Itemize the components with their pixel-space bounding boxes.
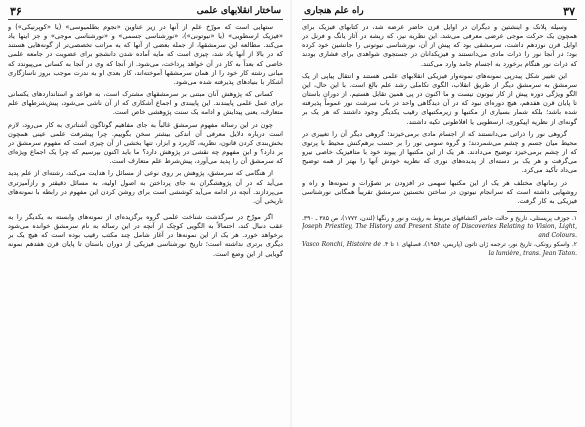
left-page	[8, 4, 283, 422]
right-page	[302, 4, 577, 422]
body-paragraph: اگر مورّخ در سرگذشت شناخت علمی گروه برگزیده‌ای از نمونه‌های وابسته به یکدیگر را به عقب دنبال کند، احتمالاً به الگویی کوچک از آنچه در این رساله به نام سرمشق خوانده می‌شود برخواهد خورد. هر یک از این نمونه‌ها در آغاز شامل چند مکتب رقیب بوده است که هیچ یک بر دیگری برتری نداشته است؛ تاریخ نورشناسی فیزیکی از دوران باستان تا پایان قرن هفدهم نمونه گویایی از این وضع است.	[8, 212, 283, 258]
body-paragraph: این تغییر شکل پیدرپی نمونه‌های نمونه‌وار فیزیکی انقلابهای علمی هستند و انتقال پیاپی از یک سرمشق به سرمشق دیگر از طریق انقلاب، الگوی تکاملی رشد علم بالغ است. با این حال، این الگو ویژگی دوره پیش از کار نیوتون نیست و ما اکنون در پی همین تقابل هستیم. از دوران باستان تا پایان قرن هفدهم، هیچ دوره‌ای نبود که در آن دیدگاهی واحد در باب سرشت نور عموماً پذیرفته شده باشد؛ بلکه شمار بسیاری از مکتبها و زیرمکتبهای رقیب یکدیگر وجود داشتند که هر یک بر گونه‌ای از نظریه اپیکوری، ارسطویی یا افلاطونی تکیه داشتند.	[302, 71, 577, 126]
body-paragraph: وسیله پلانک و اینشتین و دیگران در اوایل قرن حاضر عرضه شد، در کتابهای فیزیک برای همچون یک حرکت موجی عرضی معرفی می‌شد. این نظریه نیز، که ریشه در آثار یانگ و فرنل در اوایل قرن نوزدهم داشت، سرمشقی بود که پیش از آن، نورشناسی نیوتونی را جانشین خود کرده بود؛ در آنجا نور را ذرات مادی می‌دانستند و فیزیکدانان در جستجوی شواهدی برای فشاری بودند که ذرات نور هنگام برخورد به اجسام جامد وارد می‌کنند.	[302, 23, 577, 68]
running-head: راه علم هنجاری	[304, 6, 364, 16]
body-paragraph: در زمانهای مختلف هر یک از این مکتبها سهمی در افزودن بر تصوّرات و نمونه‌ها و راه و روشهایی داشته است که سرانجام نیوتون در ساختن نخستین سرمشق تقریباً همگانی نورشناسی فیزیکی به کار گرفت.	[302, 178, 577, 205]
body-paragraph: گروهی نور را ذراتی می‌دانستند که از اجسام مادی برمی‌خیزند؛ گروهی دیگر آن را تغییری در محیط میان جسم و چشم می‌شمردند؛ و گروه سومی نور را بر حسب برهم‌کنش محیط با پرتوی که از چشم برمی‌خیزد توضیح می‌دادند. هر یک از این مکتبها از پیوند خود با متافیزیک خاصی نیرو می‌گرفت و هر یک بر دسته‌ای از پدیده‌های نوری که نظریه خودش آنها را بهتر از همه توضیح می‌داد تأکید می‌کرد.	[302, 129, 577, 175]
right-page-header	[302, 4, 577, 18]
body-paragraph: چون در این رساله مفهوم سرمشق غالباً به جای مفاهیم گوناگون آشناتری به کار می‌رود، لازم است درباره دلایل معرفی آن اندکی بیشتر سخن بگوییم. چرا پیشرفت علمی عینی همچون بخش‌بندی کردن قانون، نظریه، کاربرد و ابزار، تنها بخشی از آن چیزی است که مفهوم سرمشق در بر دارد؟ و این مفهوم چه نقشی در پژوهش دارد؟ ما باید اکنون بپرسیم که چرا یک اجماع ویژه‌ای که سرمشق آن را پدید می‌آورد، پیش‌شرط علم متعارف است.	[8, 120, 283, 166]
footnote	[302, 241, 577, 258]
body-paragraph: ستهایی است که مورّخ علم از آنها در زیر عناوین «نجوم بطلمیوسی» (یا «کوپرنیکی») و «فیزیک ارسطویی» (یا «نیوتونی»)، «نورشناسی جسمی» و «نورشناسی موجی» و جز اینها یاد می‌کند. مطالعه این سرمشقها، از جمله بعضی از آنها که به مراتب تخصصی‌تر از گونه‌هایی هستند که در بالا از آنها یاد شد، چیزی است که مایه آماده شدن دانشجو برای عضویت در جامعه علمی خاصی که بعداً به کار در آن خواهد پرداخت، می‌شود. از آنجا که وی در آنجا به کسانی می‌پیوندد که مبانی رشته کار خود را از همان سرمشقها آموخته‌اند، کار بعدی او به ندرت موجب بروز ناسازگاری آشکار با بنیادهای پذیرفته شده می‌شود.	[8, 23, 283, 86]
footnote	[302, 215, 577, 240]
book-gutter	[290, 0, 292, 427]
page-number: ۳۷	[563, 4, 575, 18]
footnote-text: ۲. واسکو رونکی، تاریخ نور، ترجمه ژان تاتون (پاریس، ۱۹۵۶)، فصلهای ۱ تا ۴.	[383, 241, 577, 249]
left-page-header	[8, 4, 283, 18]
footnote-text: ۱. جوزف پریستلی، تاریخ و حالت حاضر اکتشافهای مربوط به رؤیت و نور و رنگها (لندن، ۱۷۷۲)، ص ۳۸۵ ـ ۳۹۰.	[302, 214, 577, 222]
footnote-latin-citation: Joseph Priestley, The History and Present State of Discoveries Relating to Vision, Light, and Colours.	[302, 223, 577, 239]
header-rule	[8, 19, 283, 20]
header-rule	[302, 19, 577, 20]
running-head: ساختار انقلابهای علمی	[196, 6, 281, 16]
footnote-latin-citation: Vasco Ronchi, Histoire de la lumière, trans. Jean Taton.	[302, 241, 577, 257]
footnote-rule	[507, 211, 577, 212]
body-paragraph: کسانی که پژوهش آنان مبتنی بر سرمشقهای مشترک است، به قواعد و استانداردهای یکسانی برای عمل علمی پایبندند. این پایبندی و اجماع آشکاری که از آن ناشی می‌شود، پیش‌شرطهای علم متعارف، یعنی پیدایش و ادامه یک سنت پژوهشی خاص است.	[8, 90, 283, 117]
page-number: ۳۶	[10, 4, 22, 18]
body-paragraph: از هنگامی که سرمشق، پژوهش بر روی نوعی از مسائل را هدایت می‌کند، رشته‌ای از علم پدید می‌آید که در آن پژوهشگران به جای پرداختن به اصول اولیه، به مسائل دقیقتر و رازآمیزتری می‌پردازند. آنچه در ادامه می‌آید کوششی است برای روشن کردن این مفهوم در رابطه با نمونه‌های تاریخی آن.	[8, 169, 283, 205]
